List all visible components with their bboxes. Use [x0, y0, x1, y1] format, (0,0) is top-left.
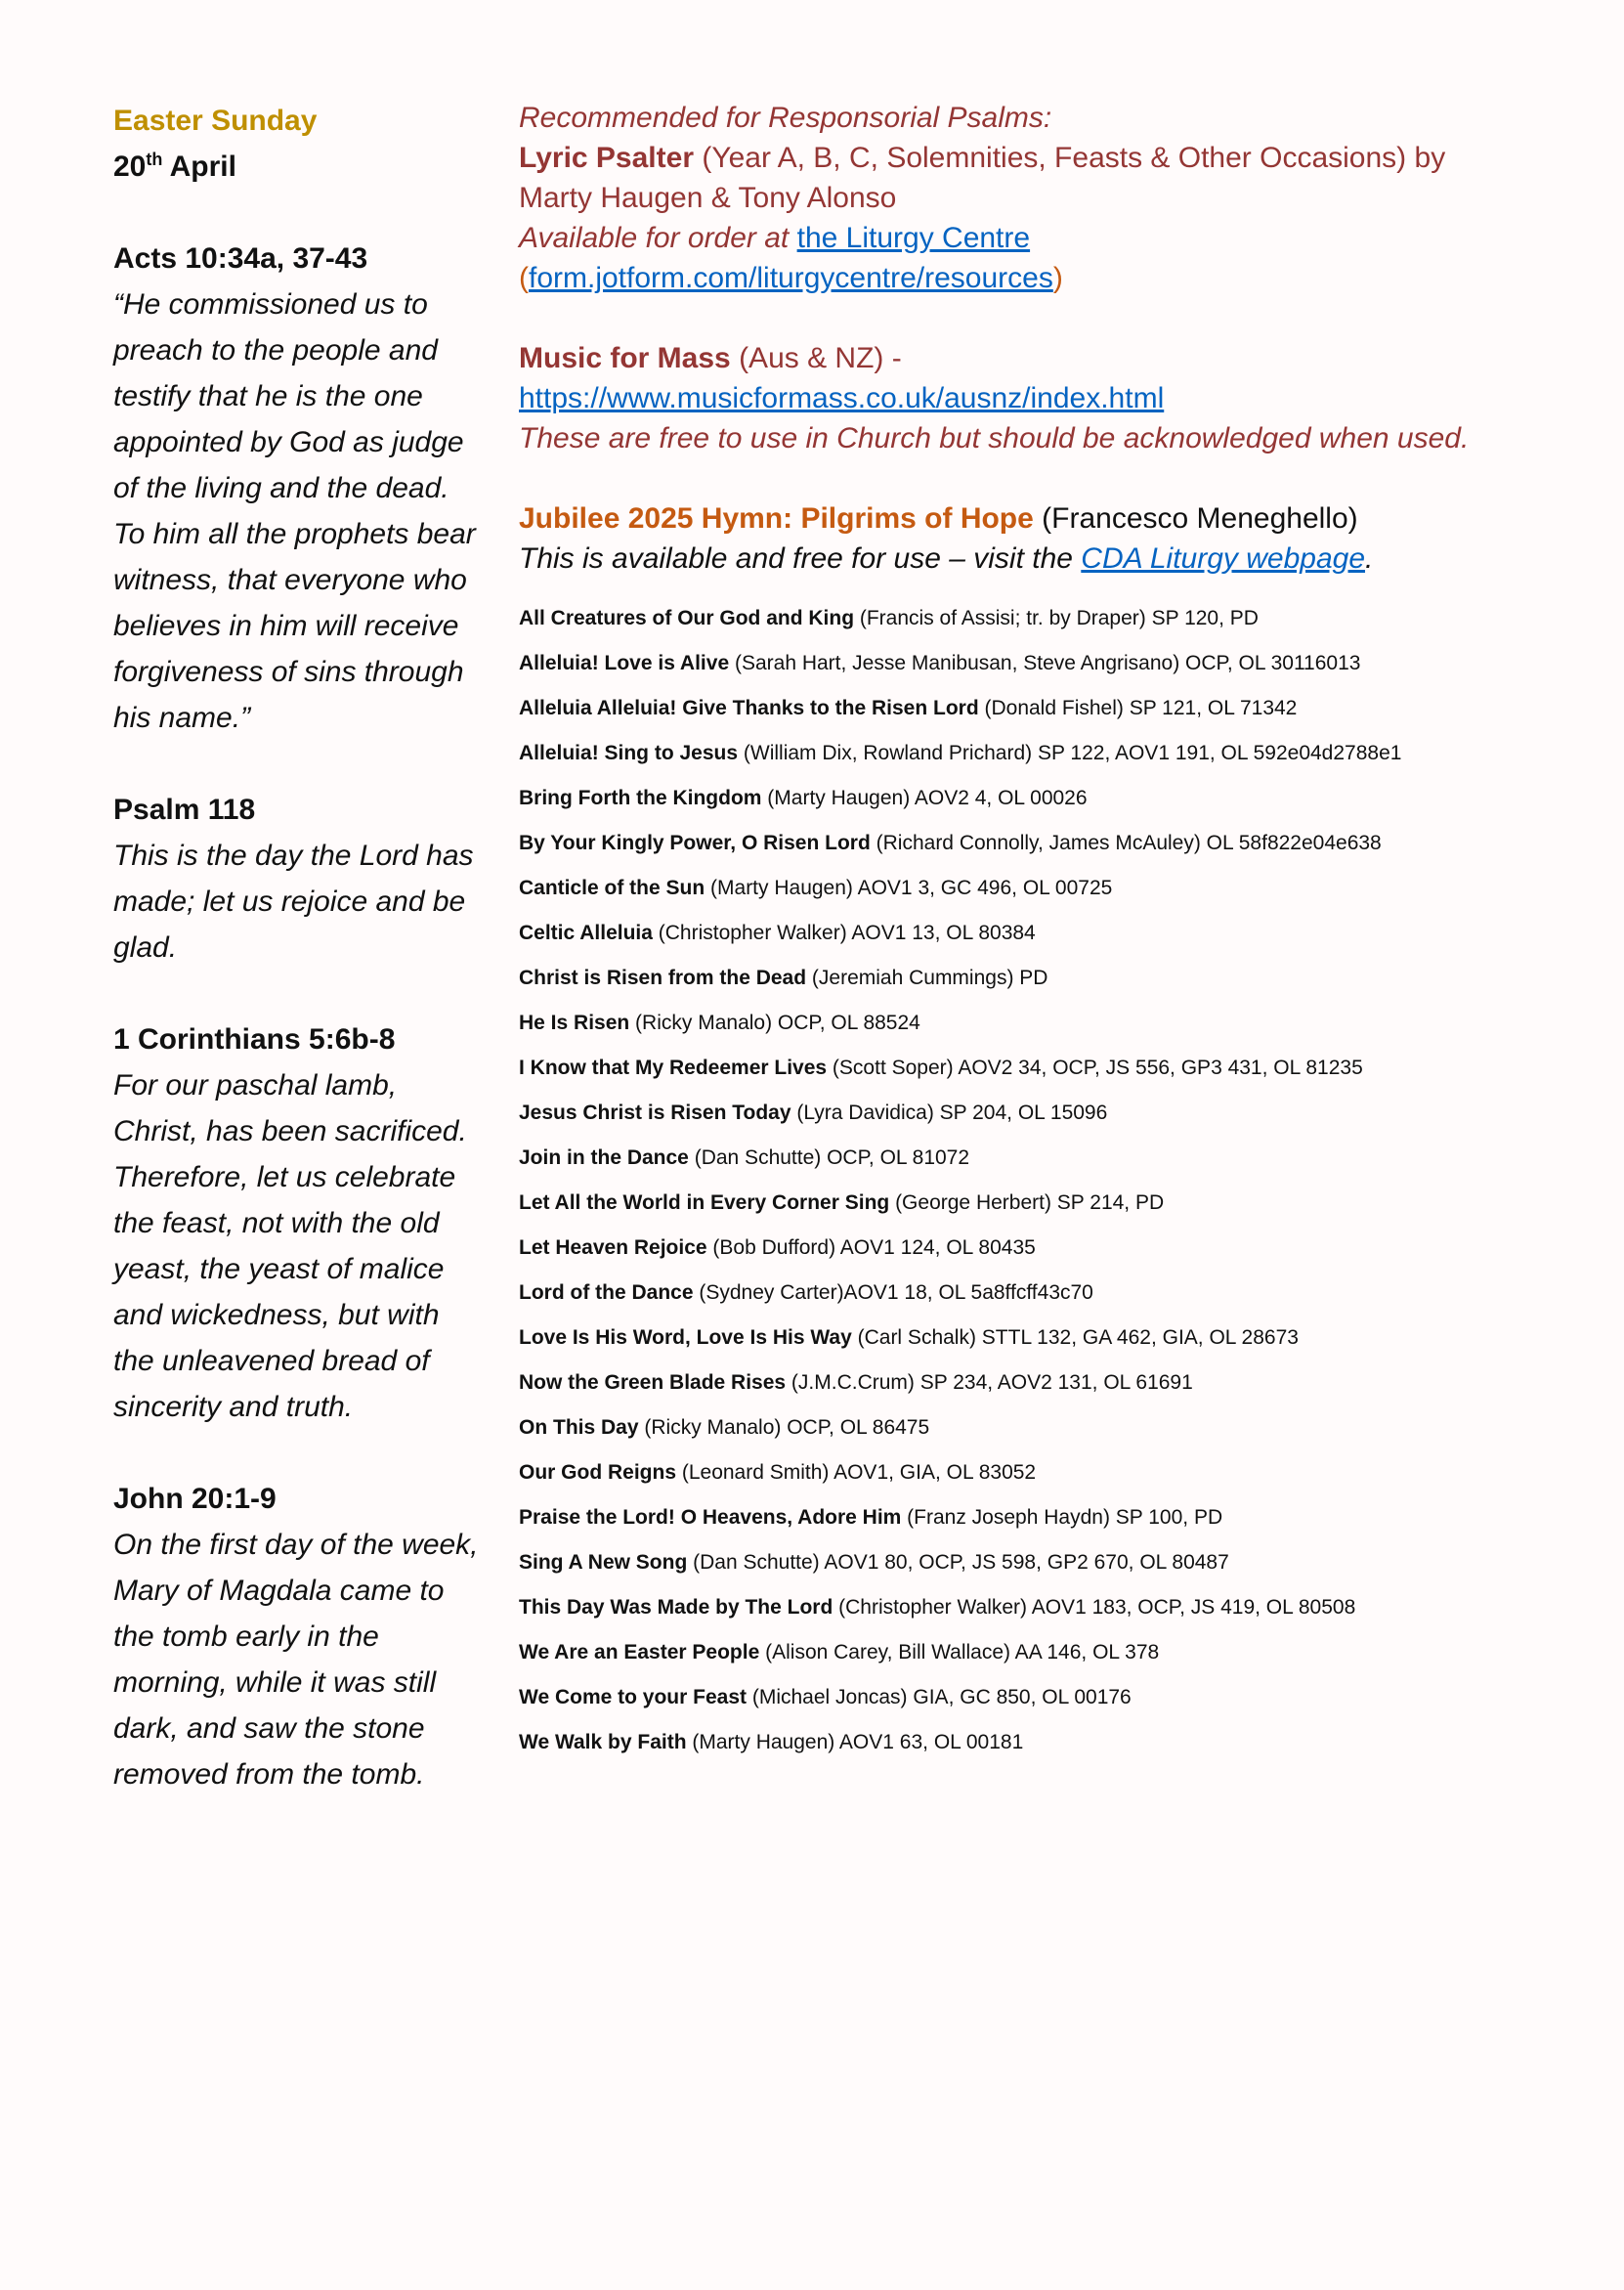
hymn-item	[519, 1136, 1574, 1181]
lyric-psalter-authors: Marty Haugen & Tony Alonso	[519, 182, 897, 214]
hymn-detail: (Leonard Smith) AOV1, GIA, OL 83052	[676, 1461, 1037, 1484]
occasion-title: Easter Sunday	[113, 105, 318, 137]
hymn-detail: (Dan Schutte) OCP, OL 81072	[688, 1146, 970, 1169]
reading-ref: Acts 10:34a, 37-43	[113, 242, 368, 275]
reading-line: This is the day the Lord has	[113, 840, 474, 872]
hymn-detail: (Marty Haugen) AOV1 3, GC 496, OL 00725	[705, 877, 1113, 899]
hymn-item	[519, 1316, 1574, 1361]
hymn-detail: (Marty Haugen) AOV1 63, OL 00181	[686, 1731, 1024, 1753]
reading-line: Therefore, let us celebrate	[113, 1161, 456, 1193]
hymn-detail: (Christopher Walker) AOV1 13, OL 80384	[652, 922, 1036, 944]
order-line: Available for order at the Liturgy Centre	[519, 222, 1031, 254]
hymn-detail: (Franz Joseph Haydn) SP 100, PD	[901, 1506, 1223, 1529]
reading-line: appointed by God as judge	[113, 426, 464, 458]
hymn-title: He Is Risen	[519, 1012, 630, 1034]
hymn-title: I Know that My Redeemer Lives	[519, 1057, 828, 1079]
jotform-url-link[interactable]: form.jotform.com/liturgycentre/resources	[529, 262, 1053, 294]
reading-line: removed from the tomb.	[113, 1758, 425, 1791]
reading-line: yeast, the yeast of malice	[113, 1253, 445, 1285]
hymn-title: Alleluia! Sing to Jesus	[519, 742, 739, 764]
hymn-list	[519, 596, 1574, 1765]
jubilee-note: This is available and free for use – visit the CDA Liturgy webpage.	[519, 542, 1374, 575]
reading-line: testify that he is the one	[113, 380, 423, 412]
hymn-item	[519, 911, 1574, 956]
hymn-item	[519, 1450, 1574, 1495]
hymn-title: Christ is Risen from the Dead	[519, 967, 807, 989]
hymn-item	[519, 1495, 1574, 1540]
hymn-detail: (Francis of Assisi; tr. by Draper) SP 120, PD	[854, 607, 1259, 629]
hymn-item	[519, 596, 1574, 641]
hymn-title: This Day Was Made by The Lord	[519, 1596, 833, 1619]
music-for-mass-note: These are free to use in Church but should be acknowledged when used.	[519, 422, 1470, 454]
reading-ref: 1 Corinthians 5:6b-8	[113, 1023, 396, 1056]
hymn-detail: (Carl Schalk) STTL 132, GA 462, GIA, OL 28673	[851, 1326, 1299, 1349]
reading-line: believes in him will receive	[113, 610, 459, 642]
hymn-title: By Your Kingly Power, O Risen Lord	[519, 832, 871, 854]
lyric-psalter-line: Lyric Psalter (Year A, B, C, Solemnities, Feasts & Other Occasions) by	[519, 142, 1446, 174]
lyric-psalter-title: Lyric Psalter	[519, 142, 694, 174]
hymn-item	[519, 1046, 1574, 1091]
readings-list	[113, 190, 504, 1797]
hymn-item	[519, 1271, 1574, 1316]
hymn-detail: (Marty Haugen) AOV2 4, OL 00026	[761, 787, 1088, 809]
reading-ref: John 20:1-9	[113, 1483, 277, 1515]
recommended-heading: Recommended for Responsorial Psalms:	[519, 102, 1052, 134]
hymn-title: Now the Green Blade Rises	[519, 1371, 787, 1394]
hymn-item	[519, 956, 1574, 1001]
hymn-title: Praise the Lord! O Heavens, Adore Him	[519, 1506, 902, 1529]
hymn-detail: (J.M.C.Crum) SP 234, AOV2 131, OL 61691	[786, 1371, 1193, 1394]
reading-line: Christ, has been sacrificed.	[113, 1115, 467, 1147]
reading-line: glad.	[113, 931, 178, 964]
hymn-title: Sing A New Song	[519, 1551, 688, 1574]
hymn-title: Jesus Christ is Risen Today	[519, 1102, 791, 1124]
readings-column	[113, 98, 504, 1797]
reading-line: of the living and the dead.	[113, 472, 449, 504]
hymn-title: Lord of the Dance	[519, 1281, 694, 1304]
reading-line: made; let us rejoice and be	[113, 886, 466, 918]
hymn-item	[519, 731, 1574, 776]
reading-line: preach to the people and	[113, 334, 438, 367]
hymn-detail: (Sydney Carter)AOV1 18, OL 5a8ffcff43c70	[693, 1281, 1093, 1304]
music-for-mass-line: Music for Mass (Aus & NZ) -	[519, 342, 902, 374]
hymn-detail: (Jeremiah Cummings) PD	[806, 967, 1048, 989]
hymn-item	[519, 686, 1574, 731]
reading-line: witness, that everyone who	[113, 564, 467, 596]
hymn-title: We Come to your Feast	[519, 1686, 747, 1708]
hymn-title: Celtic Alleluia	[519, 922, 653, 944]
reading-line: morning, while it was still	[113, 1666, 437, 1699]
hymn-item	[519, 1001, 1574, 1046]
music-for-mass-title: Music for Mass	[519, 342, 731, 374]
hymn-detail: (Lyra Davidica) SP 204, OL 15096	[791, 1102, 1108, 1124]
hymn-detail: (Richard Connolly, James McAuley) OL 58f822e04e638	[870, 832, 1382, 854]
reading-line: sincerity and truth.	[113, 1391, 354, 1423]
hymn-title: Canticle of the Sun	[519, 877, 705, 899]
hymn-item	[519, 1630, 1574, 1675]
hymn-item	[519, 1720, 1574, 1765]
hymn-item	[519, 866, 1574, 911]
hymn-item	[519, 1585, 1574, 1630]
hymn-title: On This Day	[519, 1416, 639, 1439]
hymn-detail: (Bob Dufford) AOV1 124, OL 80435	[706, 1236, 1036, 1259]
jubilee-title: Jubilee 2025 Hymn: Pilgrims of Hope	[519, 502, 1034, 535]
hymn-detail: (Sarah Hart, Jesse Manibusan, Steve Angrisano) OCP, OL 30116013	[729, 652, 1361, 674]
hymn-item	[519, 1226, 1574, 1271]
reading-line: the tomb early in the	[113, 1620, 379, 1653]
hymn-detail: (Ricky Manalo) OCP, OL 88524	[629, 1012, 920, 1034]
reading-line: his name.”	[113, 702, 251, 734]
hymn-item	[519, 821, 1574, 866]
hymn-title: Alleluia! Love is Alive	[519, 652, 730, 674]
hymn-title: Love Is His Word, Love Is His Way	[519, 1326, 852, 1349]
hymn-detail: (Christopher Walker) AOV1 183, OCP, JS 419, OL 80508	[833, 1596, 1356, 1619]
reading-line: dark, and saw the stone	[113, 1712, 425, 1745]
reading-line: the unleavened bread of	[113, 1345, 430, 1377]
hymn-title: Bring Forth the Kingdom	[519, 787, 762, 809]
hymn-detail: (Dan Schutte) AOV1 80, OCP, JS 598, GP2 670, OL 80487	[687, 1551, 1229, 1574]
hymn-item	[519, 641, 1574, 686]
hymn-detail: (Alison Carey, Bill Wallace) AA 146, OL 378	[759, 1641, 1160, 1663]
hymn-detail: (Ricky Manalo) OCP, OL 86475	[638, 1416, 930, 1439]
liturgy-centre-link[interactable]: the Liturgy Centre	[796, 222, 1031, 254]
jubilee-line: Jubilee 2025 Hymn: Pilgrims of Hope (Francesco Meneghello)	[519, 502, 1358, 535]
hymn-title: Let All the World in Every Corner Sing	[519, 1191, 890, 1214]
hymn-item	[519, 1361, 1574, 1405]
order-url-line: (form.jotform.com/liturgycentre/resources)	[519, 262, 1063, 294]
hymn-title: Alleluia Alleluia! Give Thanks to the Risen Lord	[519, 697, 979, 719]
resources-column	[519, 98, 1574, 1765]
reading-line: “He commissioned us to	[113, 288, 428, 321]
hymn-title: We Are an Easter People	[519, 1641, 760, 1663]
hymn-detail: (George Herbert) SP 214, PD	[889, 1191, 1165, 1214]
reading-line: On the first day of the week,	[113, 1529, 479, 1561]
reading-line: Mary of Magdala came to	[113, 1575, 445, 1607]
reading-line: and wickedness, but with	[113, 1299, 440, 1331]
reading-line: To him all the prophets bear	[113, 518, 476, 550]
hymn-item	[519, 1540, 1574, 1585]
reading-line: forgiveness of sins through	[113, 656, 464, 688]
occasion-date: 20th April	[113, 150, 236, 183]
hymn-title: Join in the Dance	[519, 1146, 689, 1169]
reading-line: For our paschal lamb,	[113, 1069, 398, 1102]
hymn-detail: (Scott Soper) AOV2 34, OCP, JS 556, GP3 431, OL 81235	[827, 1057, 1363, 1079]
hymn-item	[519, 1091, 1574, 1136]
hymn-title: Let Heaven Rejoice	[519, 1236, 707, 1259]
reading-ref: Psalm 118	[113, 794, 256, 826]
reading-line: the feast, not with the old	[113, 1207, 440, 1239]
hymn-title: All Creatures of Our God and King	[519, 607, 855, 629]
hymn-detail: (Michael Joncas) GIA, GC 850, OL 00176	[747, 1686, 1132, 1708]
hymn-item	[519, 776, 1574, 821]
hymn-item	[519, 1675, 1574, 1720]
hymn-item	[519, 1181, 1574, 1226]
hymn-item	[519, 1405, 1574, 1450]
hymn-title: We Walk by Faith	[519, 1731, 687, 1753]
music-for-mass-url-link[interactable]: https://www.musicformass.co.uk/ausnz/index.html	[519, 382, 1165, 414]
hymn-detail: (Donald Fishel) SP 121, OL 71342	[978, 697, 1298, 719]
cda-liturgy-link[interactable]: CDA Liturgy webpage	[1081, 542, 1366, 575]
hymn-detail: (William Dix, Rowland Prichard) SP 122, AOV1 191, OL 592e04d2788e1	[738, 742, 1402, 764]
hymn-title: Our God Reigns	[519, 1461, 677, 1484]
